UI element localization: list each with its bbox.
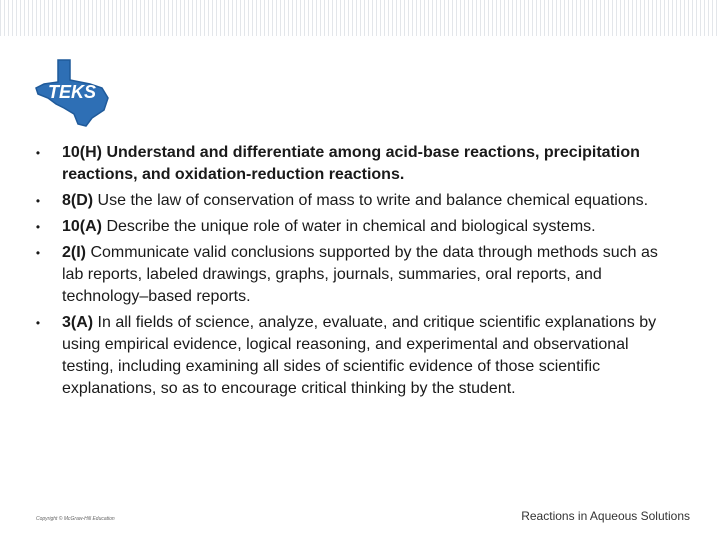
standard-text: Describe the unique role of water in chemical and biological systems. [102,218,596,235]
logo-text: TEKS [47,82,97,102]
standard-item [32,142,682,186]
standard-text: Communicate valid conclusions supported by the data through methods such as lab reports, labeled drawings, graphs, journals, summaries, oral reports, and technology–based reports. [62,244,658,305]
teks-logo [34,58,114,128]
bullet-dot: • [35,316,41,330]
bullet-dot: • [35,246,41,260]
standard-code: 10(H) [62,144,103,161]
standard-code: 10(A) [62,218,103,235]
standard-code: 3(A) [62,314,94,331]
standard-item [32,312,682,400]
standard-item [32,242,682,308]
standards-list [32,142,682,404]
bullet-dot: • [35,146,41,160]
standard-text: Use the law of conservation of mass to write and balance chemical equations. [93,192,649,209]
footer-title: Reactions in Aqueous Solutions [521,509,690,523]
standard-item [32,216,682,238]
copyright-notice: Copyright © McGraw-Hill Education [36,516,115,522]
standard-text: In all fields of science, analyze, evaluate, and critique scientific explanations by using empirical evidence, logical reasoning, and experimental and observational testing, including examining all sides of scientific evidence of those scientific explanations, so as to encourage critical thinking by the student. [62,314,657,397]
header-band [0,0,720,36]
standard-text: Understand and differentiate among acid-base reactions, precipitation reactions, and oxidation-reduction reactions. [62,144,640,183]
bullet-dot: • [35,194,41,208]
standard-item [32,190,682,212]
standard-code: 2(I) [62,244,86,261]
standard-code: 8(D) [62,192,94,209]
texas-state-icon [34,58,114,128]
bullet-dot: • [35,220,41,234]
